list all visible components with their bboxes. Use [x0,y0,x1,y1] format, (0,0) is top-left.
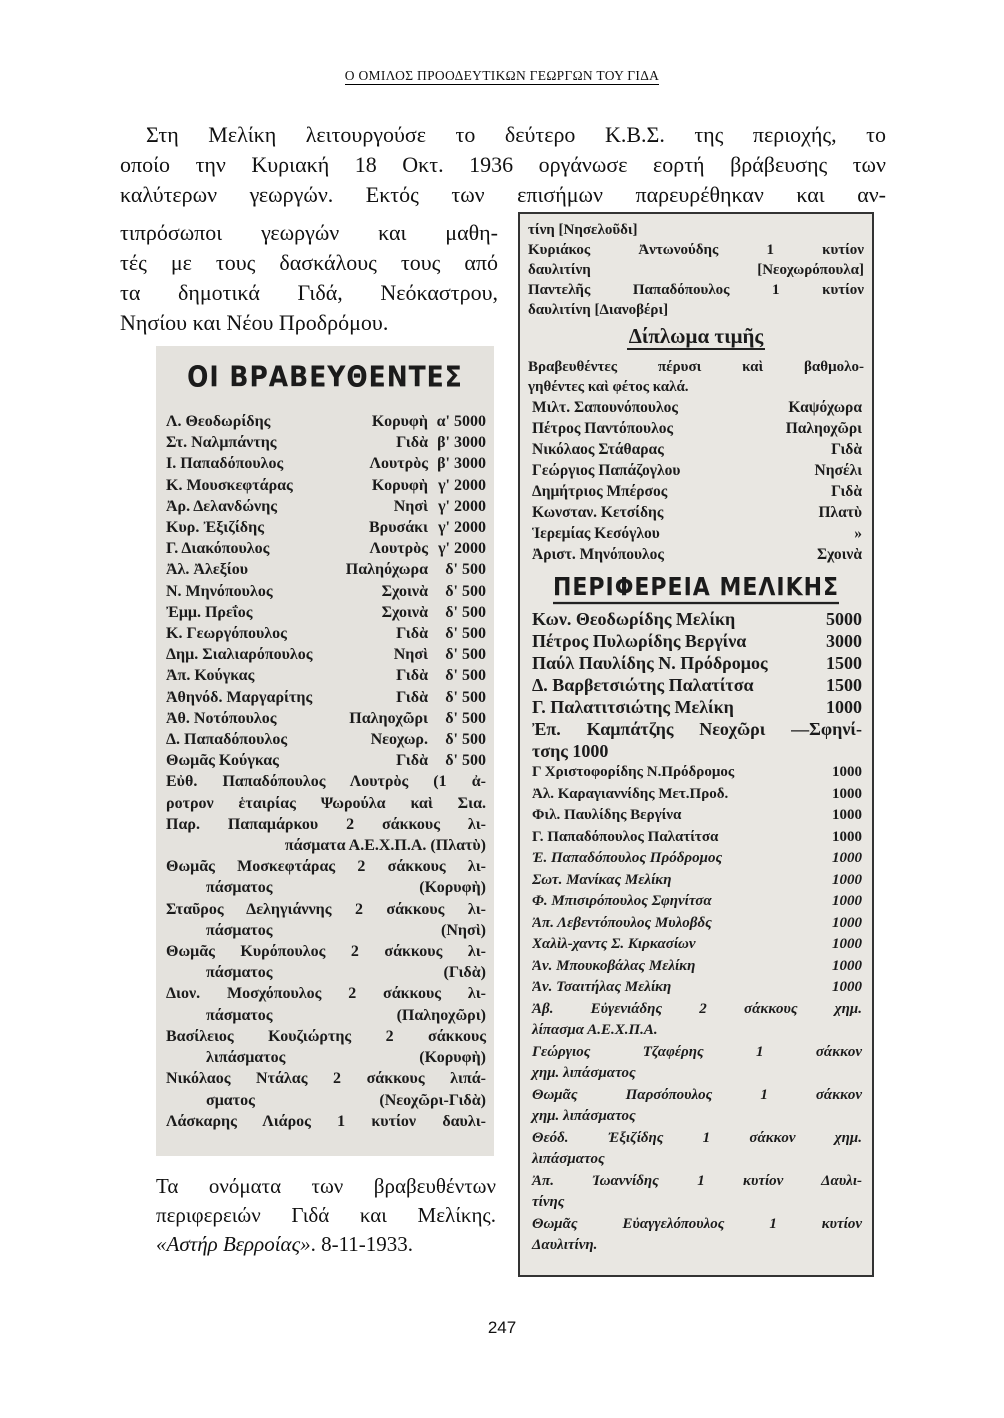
awardee-place: Γιδὰ [396,625,428,643]
clipping-line: Παρ. Παπαμάρκου 2 σάκκους λι- [166,815,486,833]
awardee-prize: δ' 500 [445,603,486,621]
awardee-row [156,602,494,623]
awardee-row [156,475,494,496]
clipping-line: ροτρον ἑταιρίας Ψωρούλα καὶ Σια. [166,794,486,812]
honor-diploma-list [520,397,872,565]
meliki-name: Χαλὶλ-χαντς Σ. Κιρκασίων [532,936,696,952]
meliki-prize: 1000 [832,957,862,974]
awardee-prize: γ' 2000 [438,497,486,515]
awardee-place: Γιδὰ [396,752,428,770]
honor-name: Ἀριστ. Μηνόπουλος [532,546,664,563]
awardee-name: Γ. Διακόπουλος [166,540,270,558]
intro-line: τιπρόσωποι γεωργών και μαθη- [120,220,498,245]
clipping-line: Θεόδ. Ἐξιζίδης 1 σάκκον χημ. [532,1129,862,1146]
awardee-prize: δ' 500 [445,582,486,600]
clipping-line: πάσματα Α.Ε.Χ.Π.Α. (Πλατὺ) [284,837,486,855]
caption-source: «Αστήρ Βερροίας» [156,1232,311,1256]
awardee-row [156,538,494,559]
meliki-row [520,805,872,827]
clipping-line: Θωμᾶς Κυρόπουλος 2 σάκκους λι- [166,943,486,961]
meliki-name: Πέτρος Πυλωρίδης Βεργίνα [532,631,747,651]
clipping-line: λίπασμα Α.Ε.Χ.Π.Α. [532,1022,658,1038]
meliki-row [520,848,872,870]
meliki-row [520,608,872,630]
awardee-row [156,559,494,580]
meliki-prize: 1000 [832,914,862,931]
meliki-prize: 5000 [826,609,862,629]
honor-name: Ἱερεμίας Κεσόγλου [532,525,660,542]
meliki-prize: 1000 [832,828,862,845]
awardee-prize: γ' 2000 [438,476,486,494]
meliki-prize: 1000 [832,785,862,802]
clipping-line: Θωμᾶς Παρσόπουλος 1 σάκκον [532,1086,862,1103]
clipping-line: Εὐθ. Παπαδόπουλος Λουτρὸς (1 ἀ- [166,773,486,791]
clipping-line: λιπάσματος [532,1151,605,1167]
meliki-name: Γ. Παπαδόπουλος Παλατίτσα [532,828,719,845]
meliki-name: Ἀλ. Καραγιαννίδης Μετ.Προδ. [532,785,729,802]
intro-line: καλύτερων γεωργών. Εκτός των επισήμων παρευρέθηκαν και αν- [120,182,886,207]
awardee-place: Σχοινὰ [381,582,428,600]
image-caption [156,1172,496,1259]
awardee-prize: δ' 500 [445,688,486,706]
meliki-name: Ἀν. Τσαιτήλας Μελίκη [532,979,672,995]
running-header [0,68,1004,84]
meliki-row [520,762,872,784]
awardee-place: Γιδὰ [396,667,428,685]
meliki-region-heading [520,573,872,602]
awardee-place: Γιδὰ [396,688,428,706]
awardee-prize: δ' 500 [445,561,486,579]
meliki-name: Δ. Βαρβετσιώτης Παλατίτσα [532,675,754,695]
awardee-row [156,453,494,474]
honor-place: Παληοχῶρι [785,420,862,437]
intro-line: οποίο την Κυριακή 18 Οκτ. 1936 οργάνωσε εορτή βράβευσης των [120,152,886,177]
intro-paragraph-full [120,120,886,210]
meliki-name: Κων. Θεοδωρίδης Μελίκη [532,609,736,629]
meliki-awardee-list [520,608,872,718]
awardee-prize: γ' 2000 [438,540,486,558]
awardee-prize: δ' 500 [445,709,486,727]
clipping-line: τίνη [Νησελοῦδι] [528,222,638,238]
honor-row [520,418,872,439]
honor-place: Καψόχωρα [788,399,862,416]
meliki-name: Φιλ. Παυλίδης Βεργίνα [532,807,682,823]
awardee-row [156,665,494,686]
caption-line: Τα ονόματα των βραβευθέντων [156,1174,496,1198]
meliki-prize: 1000 [832,936,862,952]
honor-row [520,397,872,418]
awardee-place: Βρυσάκι [368,519,428,537]
awardee-row [156,432,494,453]
awardee-row [156,623,494,644]
clipping-line: Βασίλειος Κουζιώρτης 2 σάκκους [166,1027,486,1045]
awardee-place: Νεοχωρ. [370,731,428,749]
clipping-line: Βραβευθέντες πέρυσι καὶ βαθμολο- [528,359,864,375]
awardee-prize: δ' 500 [445,752,486,770]
clipping-line: Σταῦρος Δεληγιάννης 2 σάκκους λι- [166,900,486,918]
honor-row [520,439,872,460]
clipping-line: πάσματος (Παληοχῶρι) [206,1006,486,1024]
meliki-fertilizer-awards [520,999,872,1257]
clipping-title: ΟΙ ΒΡΑΒΕΥΘΕΝΤΕΣ [187,359,463,394]
honor-name: Πέτρος Παντόπουλος [532,420,673,437]
fertilizer-awards [156,771,494,1131]
clipping-line: Δαυλιτίνη. [532,1237,598,1253]
honor-row [520,502,872,523]
clipping-line: Παντελῆς Παπαδόπουλος 1 κυτίον [528,282,864,298]
awardee-prize: α' 5000 [436,413,486,430]
meliki-row [520,913,872,935]
page-number: 247 [487,1318,517,1337]
honor-row [520,544,872,565]
meliki-name: Γ. Παλατιτσιώτης Μελίκη [532,697,734,717]
honor-name: Κωνσταν. Κετσίδης [532,504,664,521]
awardee-list [156,411,494,771]
awardee-prize: β' 3000 [437,455,486,473]
honor-name: Νικόλαος Στάθαρας [532,441,664,458]
meliki-row [520,652,872,674]
intro-paragraph-wrapped [120,218,498,338]
awardee-row [156,687,494,708]
honor-place: Νησέλι [814,462,862,479]
awardee-name: Δημ. Σιαλιαρόπουλος [166,646,313,664]
awardee-name: Ἀλ. Ἀλεξίου [166,561,249,579]
awardee-place: Γιδὰ [396,434,428,452]
meliki-prize: 1000 [832,979,862,995]
honor-place: » [854,525,862,542]
awardee-name: Ἀθηνόδ. Μαργαρίτης [166,688,313,706]
meliki-prize: 1000 [832,871,862,888]
meliki-region-heading-text: ΠΕΡΙΦΕΡΕΙΑ ΜΕΛΙΚΗΣ [553,573,839,604]
honor-place: Σχοινὰ [817,546,862,563]
honor-place: Γιδὰ [831,441,862,458]
awardee-row [156,750,494,771]
intro-line: τα δημοτικά Γιδά, Νεόκαστρου, [120,280,498,305]
clipping-line: Γεώργιος Τζαφέρης 1 σάκκον [532,1043,862,1060]
caption-date: . 8-11-1933. [310,1232,414,1256]
awardee-row [156,496,494,517]
honor-row [520,523,872,544]
awardee-place: Λουτρὸς [369,455,428,473]
meliki-prize: 1000 [832,893,862,909]
meliki-awardee-list-2 [520,762,872,999]
clipping-line: χημ. λιπάσματος [532,1108,636,1124]
awardee-name: Ἀπ. Κούγκας [166,667,255,685]
honor-name: Γεώργιος Παπάζογλου [532,462,681,479]
clipping-line: Θωμᾶς Εὐαγγελόπουλος 1 κυτίον [532,1215,862,1232]
clipping-line: δαυλιτίνη [Διανοβέρι] [528,302,669,318]
clipping-line: Νικόλαος Ντάλας 2 σάκκους λιπά- [166,1070,486,1088]
awardee-name: Δ. Παπαδόπουλος [166,731,288,749]
awardee-row [156,708,494,729]
caption-line [156,1230,496,1259]
running-header-text: Ο ΟΜΙΛΟΣ ΠΡΟΟΔΕΥΤΙΚΩΝ ΓΕΩΡΓΩΝ ΤΟΥ ΓΙΔΑ [344,68,660,83]
clipping-line: Κυριάκος Ἀντωνούδης 1 κυτίον [528,242,864,258]
awardee-row [156,729,494,750]
awardee-name: Λ. Θεοδωρίδης [166,413,271,430]
clipping-line: γηθέντες καὶ φέτος καλά. [528,379,689,395]
honor-diploma-heading [520,324,872,349]
awardee-place: Κορυφὴ [371,413,428,430]
clipping-line: πάσματος (Νησὶ) [206,921,486,939]
caption-line: περιφερειών Γιδά και Μελίκης. [156,1203,496,1227]
meliki-row [520,674,872,696]
clipping-line: Θωμᾶς Μοσκεφτάρας 2 σάκκους λι- [166,858,486,876]
awardee-name: Θωμᾶς Κούγκας [166,752,279,770]
meliki-prize: 3000 [826,631,862,651]
meliki-row [520,696,872,718]
awardee-row [156,644,494,665]
awardee-prize: δ' 500 [445,646,486,664]
awardee-name: Ἐμμ. Πρεΐος [166,603,253,621]
awardee-prize: δ' 500 [445,625,486,643]
awardee-place: Παληόχωρα [345,561,428,579]
meliki-prize: 1000 [832,850,862,866]
awardee-name: Ἀθ. Νοτόπουλος [166,709,277,727]
meliki-prize: 1000 [832,807,862,823]
honor-place: Γιδὰ [831,483,862,500]
meliki-row [520,977,872,999]
awardee-place: Κορυφὴ [371,476,428,494]
awardee-prize: δ' 500 [445,667,486,685]
meliki-prize: 1000 [832,764,862,780]
clipping-line: χημ. λιπάσματος [532,1065,636,1081]
clipping-line: πάσματος (Κορυφὴ) [206,879,486,897]
meliki-row [520,956,872,978]
awardee-place: Παληοχῶρι [349,709,428,727]
awardee-row [156,581,494,602]
intro-line: Νησίου και Νέου Προδρόμου. [120,310,389,335]
newspaper-clipping-gida [156,346,494,1156]
meliki-row [520,784,872,806]
awardee-place: Λουτρὸς [369,540,428,558]
awardee-prize: δ' 500 [445,731,486,749]
awardee-place: Σχοινὰ [381,603,428,621]
clipping-continuation [520,214,872,320]
meliki-row [520,934,872,956]
meliki-prize: 1500 [826,653,862,673]
awardee-name: Στ. Ναλμπάντης [166,434,277,452]
awardee-name: Ι. Παπαδόπουλος [166,455,284,473]
honor-row [520,481,872,502]
clipping-line: δαυλιτίνη [Νεοχωρόπουλα] [528,262,864,278]
awardee-row [156,411,494,432]
intro-line: Στη Μελίκη λειτουργούσε το δεύτερο Κ.Β.Σ. της περιοχής, το [146,122,886,147]
meliki-prize: 1000 [826,697,862,717]
meliki-name: Σωτ. Μανίκας Μελίκη [532,871,672,888]
meliki-name: Ἐ. Παπαδόπουλος Πρόδρομος [532,850,723,866]
honor-row [520,460,872,481]
awardee-name: Ν. Μηνόπουλος [166,582,273,600]
intro-line: τές με τους δασκάλους τους από [120,250,498,275]
awardee-prize: γ' 2000 [438,519,486,537]
clipping-line: Διον. Μοσχόπουλος 2 σάκκους λι- [166,985,486,1003]
clipping-line: τσης 1000 [532,741,609,761]
awardee-name: Κυρ. Ἐξιζίδης [166,519,264,537]
meliki-name: Ἀπ. Λεβεντόπουλος Μυλοβδς [532,914,712,931]
clipping-line: λιπάσματος (Κορυφὴ) [206,1049,486,1067]
awardee-place: Νησὶ [393,497,428,515]
meliki-name: Ἀν. Μπουκοβάλας Μελίκη [532,957,696,974]
meliki-row [520,870,872,892]
awardee-row [156,517,494,538]
clipping-line: τίνης [532,1194,565,1210]
honor-name: Δημήτριος Μπέρσος [532,483,668,500]
clipping-line: σματος (Νεοχῶρι-Γιδὰ) [206,1091,486,1109]
meliki-wrapped-entry [520,718,872,762]
newspaper-clipping-meliki [518,212,874,1277]
meliki-prize: 1500 [826,675,862,695]
meliki-row [520,891,872,913]
honor-place: Πλατὺ [818,504,862,521]
meliki-row [520,827,872,849]
awardee-name: Κ. Γεωργόπουλος [166,625,287,643]
awardee-name: Κ. Μουσκεφτάρας [166,476,293,494]
awardee-prize: β' 3000 [437,434,486,452]
clipping-line: Ἀβ. Εὐγενιάδης 2 σάκκους χημ. [532,1000,862,1017]
clipping-line: Λάσκαρης Λιάρος 1 κυτίον δαυλι- [166,1112,486,1130]
clipping-line: Ἀπ. Ἰωαννίδης 1 κυτίον Δαυλι- [532,1172,862,1189]
meliki-name: Γ Χριστοφορίδης Ν.Πρόδρομος [532,764,735,780]
awardee-place: Νησὶ [393,646,428,664]
honor-diploma-heading-text: Δίπλωμα τιμῆς [628,324,764,348]
honor-diploma-intro [520,357,872,397]
meliki-name: Φ. Μπισιρόπουλος Σφηνίτσα [532,893,712,909]
clipping-line: πάσματος (Γιδὰ) [206,964,486,982]
meliki-name: Παύλ Παυλίδης Ν. Πρόδρομος [532,653,768,673]
awardee-name: Ἀρ. Δελανδώνης [166,497,278,515]
honor-name: Μιλτ. Σαπουνόπουλος [532,399,678,416]
clipping-line: Ἐπ. Καμπάτζης Νεοχῶρι —Σφηνί- [532,719,862,739]
meliki-row [520,630,872,652]
